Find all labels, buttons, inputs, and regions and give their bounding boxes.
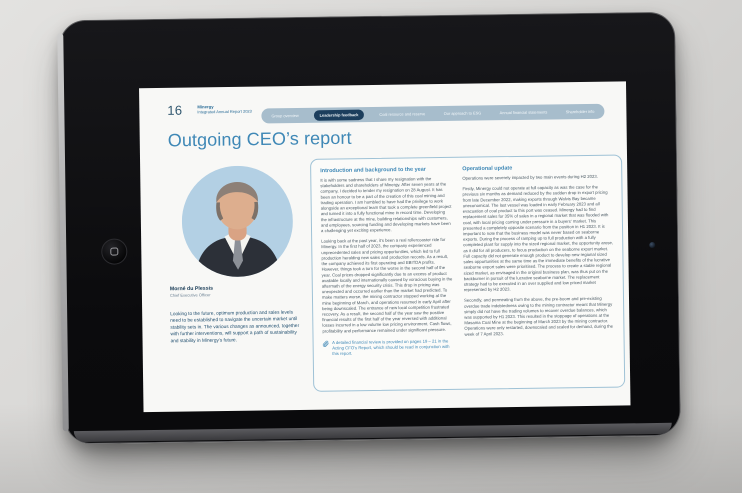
operational-paragraph-1: Operations were severely impacted by two main events during H2 2023. [462, 173, 598, 181]
intro-paragraph-1: It is with some sadness that I share my resignation with the stakeholders and shareholders of Minergy. After seven years at the company, I decided to tender my resignation on 28 August. It has been an honour to be a part of the creation of this coal mining and trading operation. I am humbled to have had the privilege to work alongside an exceptional team that took a complete greenfield project and turned it into a fully functional mine in record time. Developing the infrastructure at the mine, building relationships with customers, and employees, sourcing funding and developing markets have been a challenging yet exciting experience. [320, 176, 452, 234]
tab-leadership-feedback[interactable]: Leadership feedback [314, 109, 364, 120]
front-camera-icon [649, 242, 655, 248]
home-button[interactable] [101, 238, 127, 264]
tablet-screen [139, 81, 630, 412]
note-text: A detailed financial review is provided on pages 19 – 21 in the Acting CFO’s Report, which should be read in conjunction with this report. [332, 338, 450, 357]
ceo-photo [181, 165, 294, 278]
tab-our-approach-to-esg[interactable]: Our approach to ESG [443, 110, 482, 116]
ceo-role: Chief Executive Officer [169, 292, 211, 298]
ceo-profile [168, 165, 304, 345]
report-title: Integrated Annual Report 2023 [197, 109, 252, 115]
section-nav [261, 104, 604, 124]
intro-heading: Introduction and background to the year [320, 166, 426, 174]
operational-heading: Operational update [462, 165, 513, 172]
intro-column [320, 166, 454, 383]
page-header [167, 96, 604, 126]
operational-column [462, 164, 615, 381]
financial-review-note [323, 338, 454, 357]
tab-coal-resource-and-reserve[interactable]: Coal resource and reserve [379, 111, 426, 117]
paperclip-icon [323, 341, 330, 348]
report-content-box [310, 154, 625, 391]
ceo-name: Morné du Plessis [169, 285, 214, 292]
tablet-device [59, 12, 681, 445]
tab-group-overview[interactable]: Group overview [271, 113, 299, 119]
ceo-quote: Looking to the future, optimum production and sales levels need to be established to navigate the uncertain market until stability sets in. The various changes as announced, together with further interventions, will support a path of sustainability and stability in Minergy’s future. [170, 309, 300, 344]
intro-paragraph-2: Looking back at the past year, it’s been a real rollercoaster ride for Minergy. In the first half of 2023, the company experienced unprecedented sales and pricing opportunities, which led to full production heralding new sales and production records. As a result, the company achieved its first operating and EBITDA profits. However, things took a turn for the worse in the second half of the year. Coal prices dropped significantly due to an excess of product available locally and internationally caused by voracious buying in the aftermath of the energy security crisis. This drop in pricing was unexpected and occurred earlier than the market had predicted. To make matters worse, the mining contractor stopped working at the mine beginning of March, and operations resumed in early April after being downscaled. The entrance of new local competition frustrated recovery. As a result, the second half of the year saw the positive financial results of the first half of the year reversed with additional losses incurred in a low volume low pricing environment. Cash flows, profitability and performance remained under significant pressure. [321, 237, 453, 334]
tab-annual-financial-statements[interactable]: Annual financial statements [499, 109, 548, 115]
operational-paragraph-2: Firstly, Minergy could not operate at full capacity as was the case for the previous six months as demand reduced by the sudden drop in export pricing from late December 2022, making exports through Walvis Bay became uneconomical. The last vessel was loaded in early February 2023 and all evacuation of coal product to this port was ceased. Minergy had to find replacement sales for 35% of sales in a regional market that was flooded with coal, with local pricing coming under pressure in a buyers’ market. This presented a completely opposite scenario from the position in H1 2023. It is important to note that the business model was never based on seaborne exports. During the process of ramping up to full production with a fully completed plant for supply into the sized regional market, the opportunity arose, as it did for all producers, to focus production on the seaborne export market. Full capacity did not generate enough product to develop new regional sized sales opportunities at the same time as the immediate benefits of the lucrative seaborne export sales were prioritised. The process to create a stable regional sized market, as envisaged in the original business plan, was thus put on the backburner in pursuit of the lucrative seaborne market. The replacement strategy had to be executed in an over supplied and low priced market represented by H2 2023. [462, 184, 614, 293]
brand-name: Minergy [197, 104, 214, 110]
tablet-metal-edge [57, 33, 69, 431]
report-page [139, 81, 630, 412]
page-title: Outgoing CEO’s report [167, 127, 352, 151]
home-button-square-icon [110, 248, 118, 256]
page-number: 16 [167, 102, 183, 118]
operational-paragraph-3: Secondly, and permeating from the above, the pre-boom and pre-existing overdue trade indebtedness owing to the mining contractor meant that Minergy simply did not have the trading volumes to recover overdue balances, which was supported by H1 2023. This resulted in the stoppage of operations at the Masama Coal Mine at the beginning of March 2023 by the mining contractor. Operations were only restarted, downscaled and scaled for demand, during the week of 7 April 2023. [463, 295, 614, 337]
brand-block [197, 104, 252, 115]
tab-shareholder-info[interactable]: Shareholder info [565, 109, 595, 115]
